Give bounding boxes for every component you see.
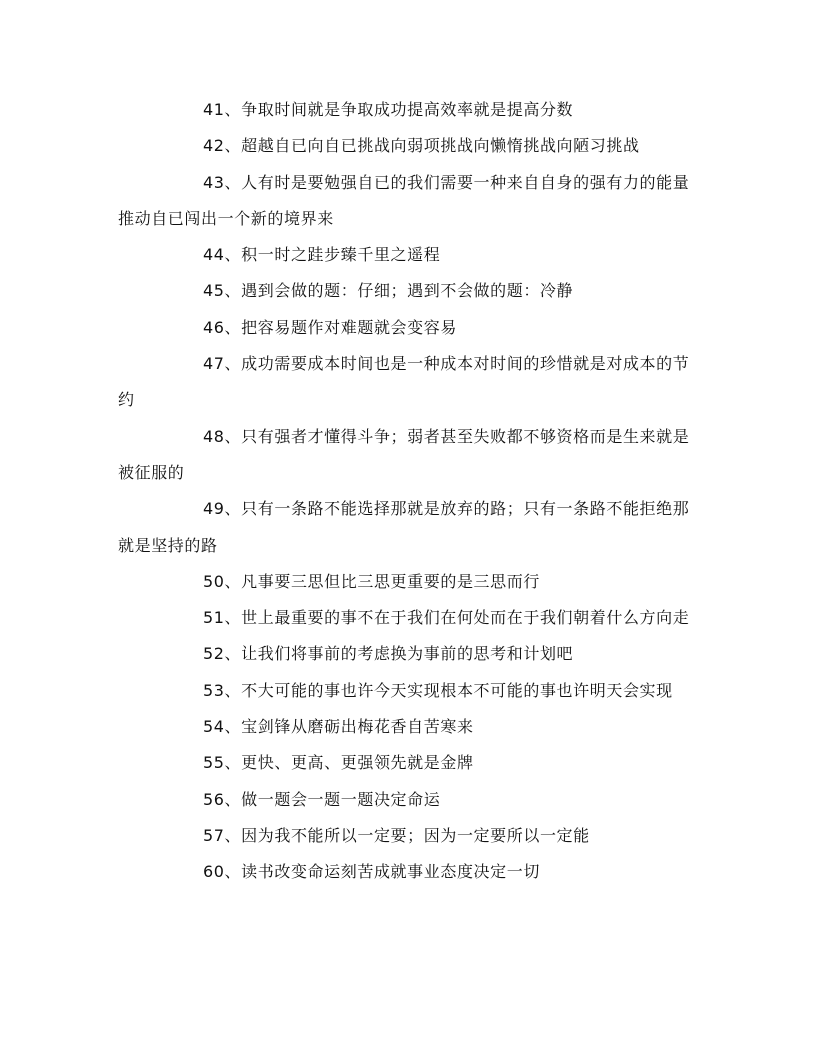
- list-item: 56、做一题会一题一题决定命运: [203, 789, 441, 809]
- list-item: 60、读书改变命运刻苦成就事业态度决定一切: [203, 862, 540, 882]
- list-item: 43、人有时是要勉强自已的我们需要一种来自自身的强有力的能量推动自已闯出一个新的境界来: [118, 172, 690, 228]
- list-item: 45、遇到会做的题：仔细；遇到不会做的题：冷静: [203, 281, 574, 301]
- list-item: 55、更快、更高、更强领先就是金牌: [203, 753, 474, 773]
- document-body: [118, 92, 698, 891]
- list-item: 53、不大可能的事也许今天实现根本不可能的事也许明天会实现: [203, 680, 673, 700]
- list-item: 57、因为我不能所以一定要；因为一定要所以一定能: [203, 825, 590, 845]
- list-item: 49、只有一条路不能选择那就是放弃的路；只有一条路不能拒绝那就是坚持的路: [118, 499, 690, 555]
- list-item: 42、超越自已向自已挑战向弱项挑战向懒惰挑战向陋习挑战: [203, 136, 640, 156]
- list-item: 44、积一时之跬步臻千里之遥程: [203, 245, 441, 265]
- list-item: 47、成功需要成本时间也是一种成本对时间的珍惜就是对成本的节约: [118, 354, 690, 410]
- list-item: 48、只有强者才懂得斗争；弱者甚至失败都不够资格而是生来就是被征服的: [118, 426, 690, 482]
- list-item: 41、争取时间就是争取成功提高效率就是提高分数: [203, 100, 574, 119]
- list-item: 51、世上最重要的事不在于我们在何处而在于我们朝着什么方向走: [203, 608, 690, 628]
- list-item: 54、宝剑锋从磨砺出梅花香自苦寒来: [203, 717, 474, 737]
- list-item: 50、凡事要三思但比三思更重要的是三思而行: [203, 571, 540, 591]
- list-item: 52、让我们将事前的考虑换为事前的思考和计划吧: [203, 644, 574, 664]
- list-item: 46、把容易题作对难题就会变容易: [203, 317, 457, 337]
